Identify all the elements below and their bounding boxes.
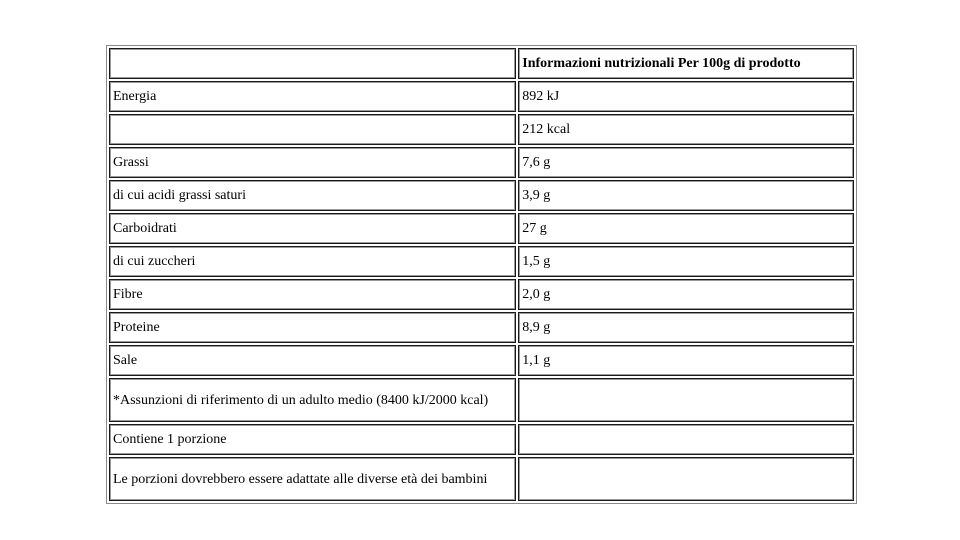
header-value-cell: Informazioni nutrizionali Per 100g di prodotto [518, 48, 854, 79]
nutrient-value: 8,9 g [518, 312, 854, 343]
table-row [109, 213, 854, 244]
nutrient-label: di cui zuccheri [109, 246, 516, 277]
nutrient-label: Carboidrati [109, 213, 516, 244]
nutrient-value: 212 kcal [518, 114, 854, 145]
nutrient-value: 1,1 g [518, 345, 854, 376]
nutrient-label: Fibre [109, 279, 516, 310]
header-label-cell [109, 48, 516, 79]
table-row [109, 81, 854, 112]
note-value [518, 457, 854, 501]
nutrition-table [106, 45, 857, 504]
table-row [109, 312, 854, 343]
nutrient-value: 3,9 g [518, 180, 854, 211]
table-row [109, 279, 854, 310]
table-row [109, 147, 854, 178]
table-row [109, 246, 854, 277]
nutrient-label: Energia [109, 81, 516, 112]
nutrient-label: Proteine [109, 312, 516, 343]
nutrient-value: 892 kJ [518, 81, 854, 112]
nutrient-value: 7,6 g [518, 147, 854, 178]
note-label: Contiene 1 porzione [109, 424, 516, 455]
nutrient-label [109, 114, 516, 145]
note-value [518, 378, 854, 422]
note-label: *Assunzioni di riferimento di un adulto medio (8400 kJ/2000 kcal) [109, 378, 516, 422]
nutrient-value: 2,0 g [518, 279, 854, 310]
nutrient-value: 27 g [518, 213, 854, 244]
note-label: Le porzioni dovrebbero essere adattate alle diverse età dei bambini [109, 457, 516, 501]
note-value [518, 424, 854, 455]
nutrient-value: 1,5 g [518, 246, 854, 277]
table-row [109, 424, 854, 455]
table-row [109, 114, 854, 145]
table-row [109, 378, 854, 422]
table-row [109, 345, 854, 376]
nutrient-label: Grassi [109, 147, 516, 178]
table-row [109, 180, 854, 211]
table-header-row [109, 48, 854, 79]
nutrient-label: Sale [109, 345, 516, 376]
table-row [109, 457, 854, 501]
nutrient-label: di cui acidi grassi saturi [109, 180, 516, 211]
